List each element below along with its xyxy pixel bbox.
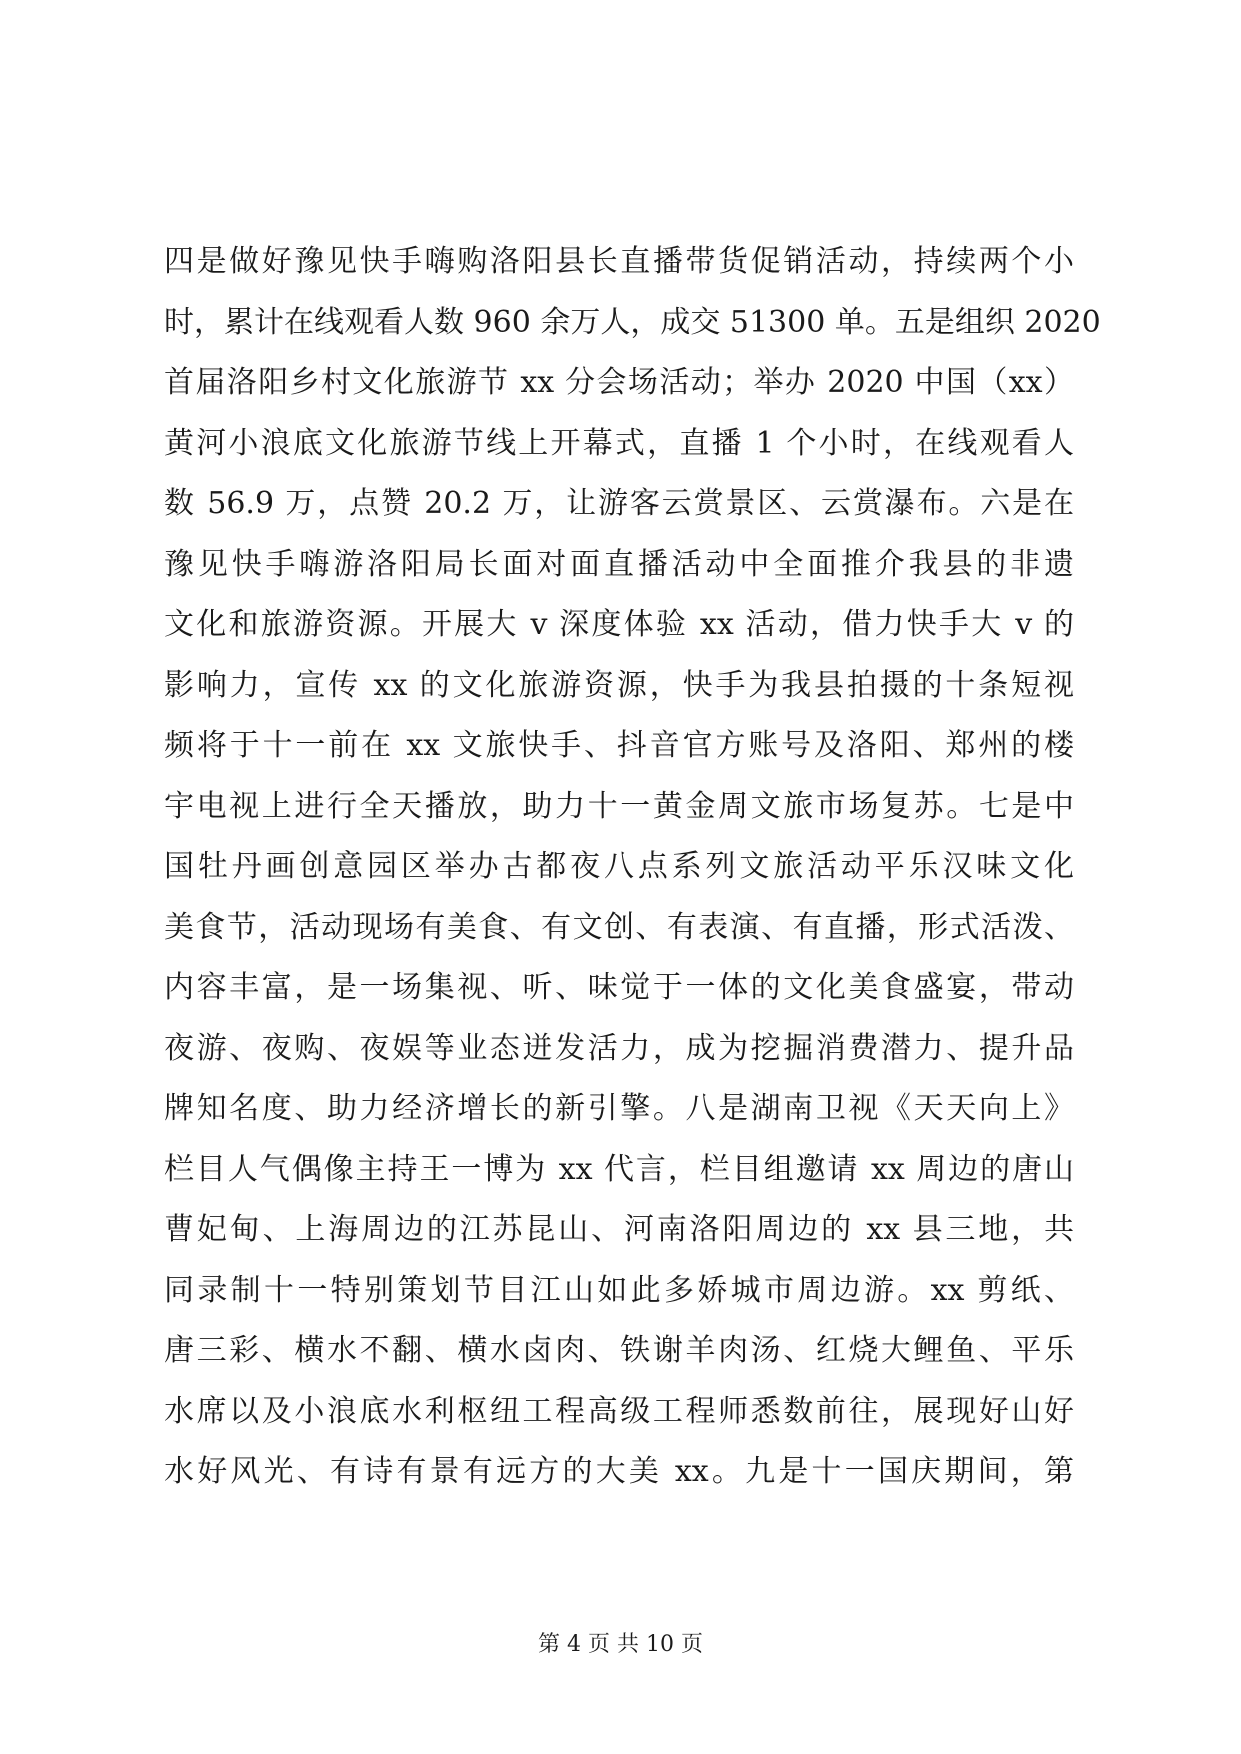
text-line: 首届洛阳乡村文化旅游节 xx 分会场活动；举办 2020 中国（xx）	[164, 365, 1074, 400]
text-line: 频将于十一前在 xx 文旅快手、抖音官方账号及洛阳、郑州的楼	[164, 728, 1074, 763]
text-line: 四是做好豫见快手嗨购洛阳县长直播带货促销活动，持续两个小	[164, 244, 1074, 279]
text-line: 文化和旅游资源。开展大 v 深度体验 xx 活动，借力快手大 v 的	[164, 607, 1074, 642]
text-line: 水好风光、有诗有景有远方的大美 xx。九是十一国庆期间，第	[164, 1454, 1074, 1489]
text-line: 宇电视上进行全天播放，助力十一黄金周文旅市场复苏。七是中	[164, 788, 1074, 824]
text-line: 唐三彩、横水不翻、横水卤肉、铁谢羊肉汤、红烧大鲤鱼、平乐	[164, 1333, 1074, 1368]
text-line: 内容丰富，是一场集视、听、味觉于一体的文化美食盛宴，带动	[164, 970, 1074, 1005]
text-line: 栏目人气偶像主持王一博为 xx 代言，栏目组邀请 xx 周边的唐山	[164, 1151, 1074, 1187]
text-line: 豫见快手嗨游洛阳局长面对面直播活动中全面推介我县的非遗	[164, 546, 1074, 582]
text-line: 黄河小浪底文化旅游节线上开幕式，直播 1 个小时，在线观看人	[164, 425, 1074, 461]
text-line: 时，累计在线观看人数 960 余万人，成交 51300 单。五是组织 2020	[164, 304, 1101, 340]
text-line: 牌知名度、助力经济增长的新引擎。八是湖南卫视《天天向上》	[164, 1091, 1074, 1126]
text-line: 影响力，宣传 xx 的文化旅游资源，快手为我县拍摄的十条短视	[164, 667, 1074, 703]
text-line: 国牡丹画创意园区举办古都夜八点系列文旅活动平乐汉味文化	[164, 849, 1074, 884]
text-line: 同录制十一特别策划节目江山如此多娇城市周边游。xx 剪纸、	[164, 1272, 1074, 1308]
text-line: 数 56.9 万，点赞 20.2 万，让游客云赏景区、云赏瀑布。六是在	[164, 486, 1074, 521]
page-number-footer: 第 4 页 共 10 页	[538, 1632, 703, 1657]
text-line: 水席以及小浪底水利枢纽工程高级工程师悉数前往，展现好山好	[164, 1393, 1074, 1429]
text-line: 美食节，活动现场有美食、有文创、有表演、有直播，形式活泼、	[164, 909, 1074, 945]
text-line: 夜游、夜购、夜娱等业态迸发活力，成为挖掘消费潜力、提升品	[164, 1030, 1074, 1066]
body-text	[164, 232, 1101, 1503]
text-line: 曹妃甸、上海周边的江苏昆山、河南洛阳周边的 xx 县三地，共	[164, 1212, 1074, 1247]
